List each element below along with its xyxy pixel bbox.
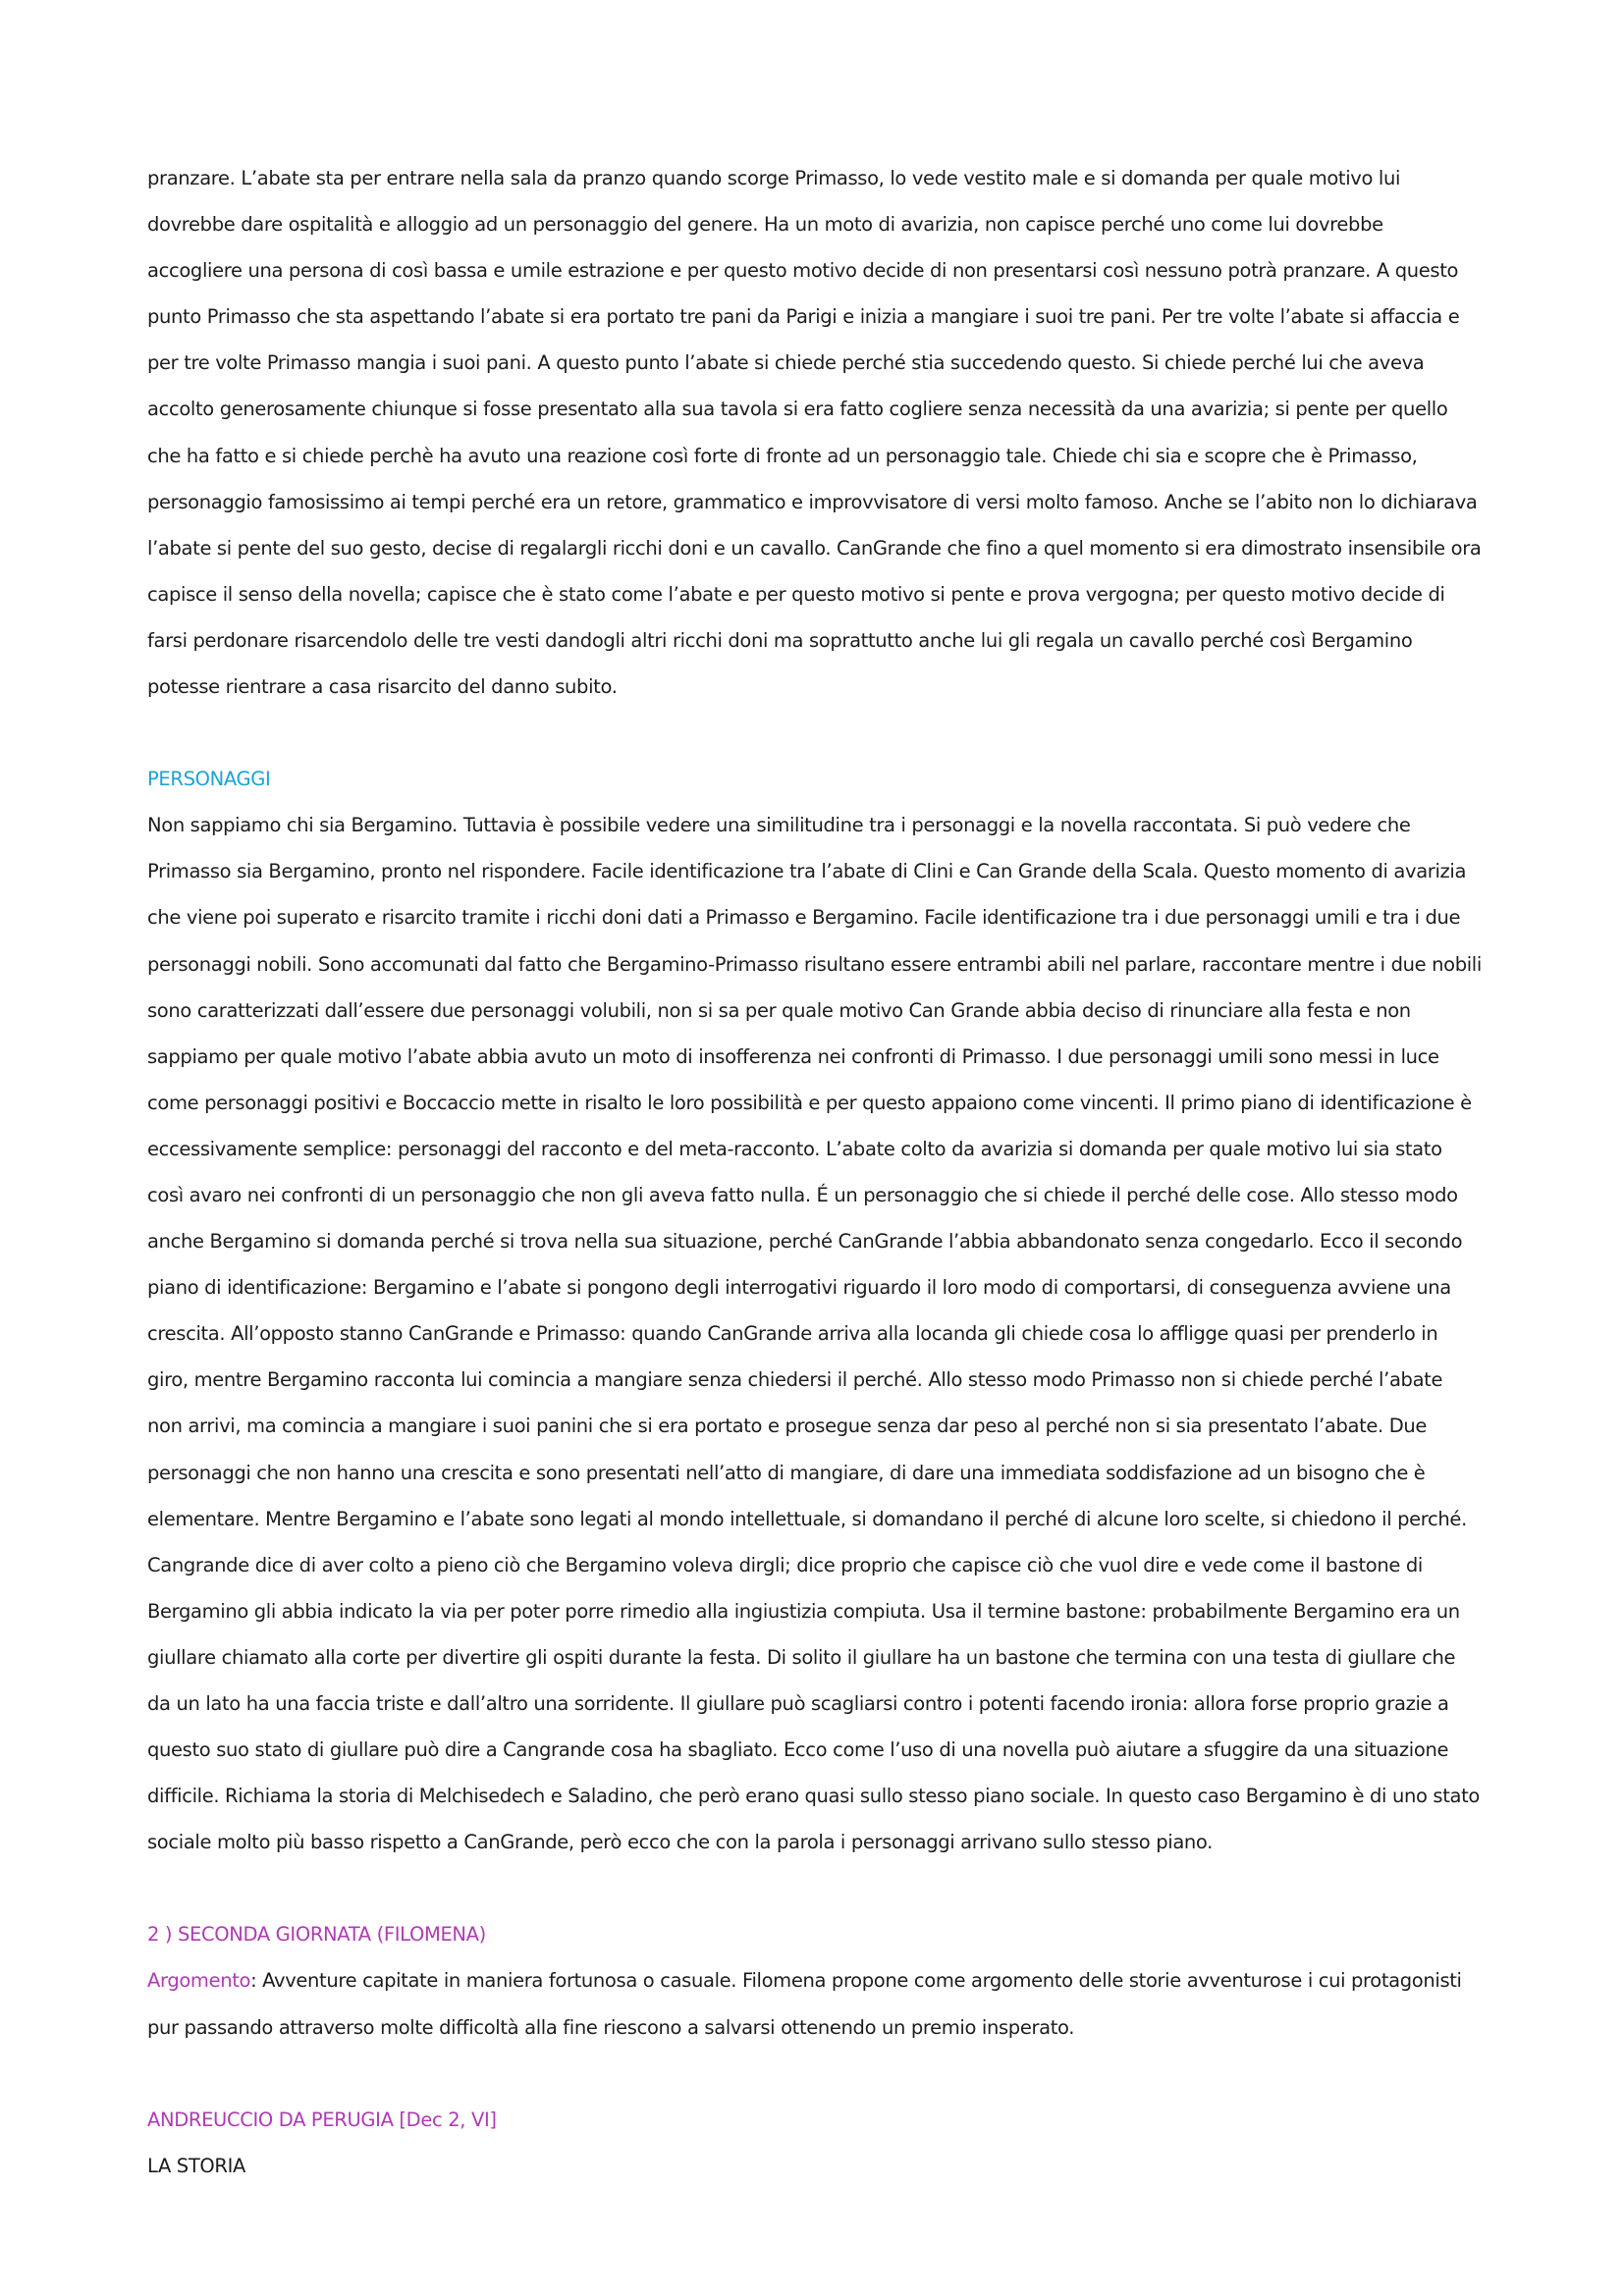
argomento-text: : Avventure capitate in maniera fortunosa o casuale. Filomena propone come argomento delle storie avventurose i cui protagonisti pur passando attraverso molte difficoltà alla fine riescono a salvarsi ottenendo un premio insperato.: [147, 1969, 1462, 2039]
paragraph-argomento: [147, 1957, 1483, 2050]
argomento-label: Argomento: [147, 1969, 251, 1993]
document-page: [147, 155, 1483, 2189]
heading-andreuccio: ANDREUCCIO DA PERUGIA [Dec 2, VI]: [147, 2108, 497, 2131]
heading-personaggi: PERSONAGGI: [147, 768, 271, 791]
paragraph-cangrande: Cangrande dice di aver colto a pieno ciò che Bergamino voleva dirgli; dice proprio che capisce ciò che vuol dire e vede come il bastone di Bergamino gli abbia indicato la via per poter porre rimedio alla ingiustizia compiuta. Usa il termine bastone: probabilmente Bergamino era un giullare chiamato alla corte per divertire gli ospiti durante la festa. Di solito il giullare ha un bastone che termina con una testa di giullare che da un lato ha una faccia triste e dall’altro una sorridente. Il giullare può scagliarsi contro i potenti facendo ironia: allora forse proprio grazie a questo suo stato di giullare può dire a Cangrande cosa ha sbagliato. Ecco come l’uso di una novella può aiutare a sfuggire da una situazione difficile. Richiama la storia di Melchisedech e Saladino, che però erano quasi sullo stesso piano sociale. In questo caso Bergamino è di uno stato sociale molto più basso rispetto a CanGrande, però ecco che con la parola i personaggi arrivano sullo stesso piano.: [147, 1553, 1480, 1854]
paragraph-personaggi: Non sappiamo chi sia Bergamino. Tuttavia è possibile vedere una similitudine tra i personaggi e la novella raccontata. Si può vedere che Primasso sia Bergamino, pronto nel rispondere. Facile identificazione tra l’abate di Clini e Can Grande della Scala. Questo momento di avarizia che viene poi superato e risarcito tramite i ricchi doni dati a Primasso e Bergamino. Facile identificazione tra i due personaggi umili e tra i due personaggi nobili. Sono accomunati dal fatto che Bergamino-Primasso risultano essere entrambi abili nel parlare, raccontare mentre i due nobili sono caratterizzati dall’essere due personaggi volubili, non si sa per quale motivo Can Grande abbia deciso di rinunciare alla festa e non sappiamo per quale motivo l’abate abbia avuto un moto di insofferenza nei confronti di Primasso. I due personaggi umili sono messi in luce come personaggi positivi e Boccaccio mette in risalto le loro possibilità e per questo appaiono come vincenti. Il primo piano di identificazione è eccessivamente semplice: personaggi del racconto e del meta-racconto. L’abate colto da avarizia si domanda per quale motivo lui sia stato così avaro nei confronti di un personaggio che non gli aveva fatto nulla. É un personaggio che si chiede il perché delle cose. Allo stesso modo anche Bergamino si domanda perché si trova nella sua situazione, perché CanGrande l’abbia abbandonato senza congedarlo. Ecco il secondo piano di identificazione: Bergamino e l’abate si pongono degli interrogativi riguardo il loro modo di comportarsi, di conseguenza avviene una crescita. All’opposto stanno CanGrande e Primasso: quando CanGrande arriva alla locanda gli chiede cosa lo affligge quasi per prenderlo in giro, mentre Bergamino racconta lui comincia a mangiare senza chiedersi il perché. Allo stesso modo Primasso non si chiede perché l’abate non arrivi, ma comincia a mangiare i suoi panini che si era portato e prosegue senza dar peso al perché non si sia presentato l’abate. Due personaggi che non hanno una crescita e sono presentati nell’atto di mangiare, di dare una immediata soddisfazione ad un bisogno che è elementare. Mentre Bergamino e l’abate sono legati al mondo intellettuale, si domandano il perché di alcune loro scelte, si chiedono il perché.: [147, 814, 1482, 1530]
paragraph-abate-primasso: pranzare. L’abate sta per entrare nella sala da pranzo quando scorge Primasso, lo vede vestito male e si domanda per quale motivo lui dovrebbe dare ospitalità e alloggio ad un personaggio del genere. Ha un moto di avarizia, non capisce perché uno come lui dovrebbe accogliere una persona di così bassa e umile estrazione e per questo motivo decide di non presentarsi così nessuno potrà pranzare. A questo punto Primasso che sta aspettando l’abate si era portato tre pani da Parigi e inizia a mangiare i suoi tre pani. Per tre volte l’abate si affaccia e per tre volte Primasso mangia i suoi pani. A questo punto l’abate si chiede perché stia succedendo questo. Si chiede perché lui che aveva accolto generosamente chiunque si fosse presentato alla sua tavola si era fatto cogliere senza necessità da una avarizia; si pente per quello che ha fatto e si chiede perchè ha avuto una reazione così forte di fronte ad un personaggio tale. Chiede chi sia e scopre che è Primasso, personaggio famosissimo ai tempi perché era un retore, grammatico e improvvisatore di versi molto famoso. Anche se l’abito non lo dichiarava l’abate si pente del suo gesto, decise di regalargli ricchi doni e un cavallo. CanGrande che fino a quel momento si era dimostrato insensibile ora capisce il senso della novella; capisce che è stato come l’abate e per questo motivo si pente e prova vergogna; per questo motivo decide di farsi perdonare risarcendolo delle tre vesti dandogli altri ricchi doni ma soprattutto anche lui gli regala un cavallo perché così Bergamino potesse rientrare a casa risarcito del danno subito.: [147, 167, 1482, 699]
heading-seconda-giornata: 2 ) SECONDA GIORNATA (FILOMENA): [147, 1923, 486, 1947]
heading-la-storia: LA STORIA: [147, 2154, 245, 2177]
